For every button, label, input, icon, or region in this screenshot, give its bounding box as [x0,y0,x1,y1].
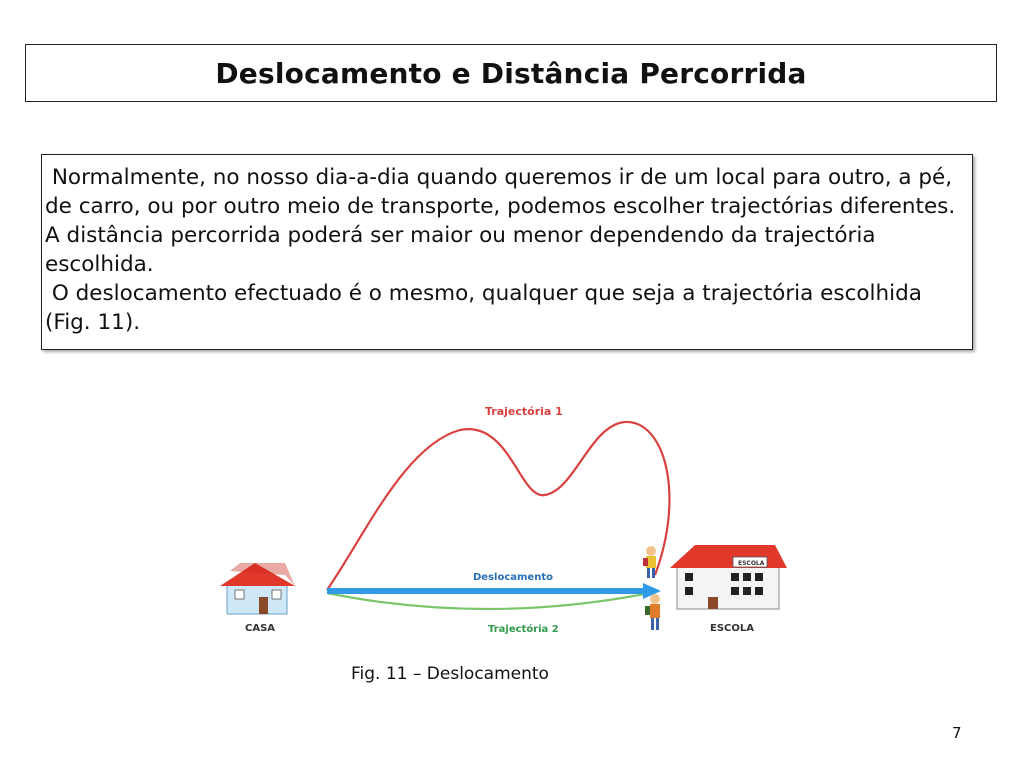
trajectory-2-label: Trajectória 2 [488,624,559,635]
school-sign-text: ESCOLA [738,560,765,567]
paragraph-1: Normalmente, no nosso dia-a-dia quando queremos ir de um local para outro, a pé, de carro, ou por outro meio de transporte, podemos escolher trajectórias diferentes. A distância percorrida poderá ser maior ou menor dependendo da trajectória escolhida. [45,165,963,277]
trajectory-1-label: Trajectória 1 [485,405,563,418]
student-bottom-icon [645,594,660,630]
trajectory-1-curve [327,422,669,590]
paragraph-2: O deslocamento efectuado é o mesmo, qualquer que seja a trajectória escolhida (Fig. 11). [45,281,929,335]
displacement-label: Deslocamento [473,572,553,583]
house-icon [220,563,295,614]
slide-title: Deslocamento e Distância Percorrida [215,56,807,90]
title-box [25,44,997,102]
school-label: ESCOLA [710,623,754,634]
school-icon [670,545,787,609]
page-number: 7 [952,724,962,742]
figure-svg [215,385,815,650]
figure-caption: Fig. 11 – Deslocamento [351,664,549,684]
house-label: CASA [245,623,276,634]
student-top-icon [643,546,656,578]
trajectory-2-curve [327,593,650,609]
displacement-figure [215,385,815,650]
text-box [41,154,973,350]
